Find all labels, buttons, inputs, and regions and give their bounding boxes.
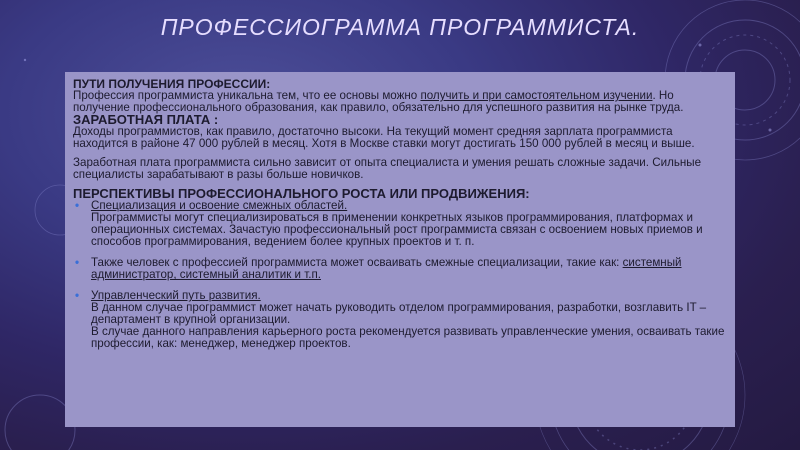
slide-title: ПРОФЕССИОГРАММА ПРОГРАММИСТА. xyxy=(160,14,640,40)
education-paragraph xyxy=(73,90,728,114)
bullet-text-related xyxy=(91,257,728,281)
section-heading-salary: ЗАРАБОТНАЯ ПЛАТА : xyxy=(73,112,219,127)
bullet-text-specialization: Программисты могут специализироваться в применении конкретных языков программирования, платформах и операционных системах. Зачастую профессиональный рост программиста связан с освоением новых приемов и способов программирования, ведением более крупных проектов и т. п. xyxy=(91,211,703,248)
education-text-end: . Но получение профессионального образования, как правило, обязательно для успешного развития на рынке труда. xyxy=(73,89,684,114)
self-study-link[interactable]: получить и при самостоятельном изучении xyxy=(420,89,653,102)
section-heading-growth: ПЕРСПЕКТИВЫ ПРОФЕССИОНАЛЬНОГО РОСТА ИЛИ ПРОДВИЖЕНИЯ: xyxy=(73,186,530,201)
slide-content xyxy=(73,78,728,350)
education-text-start: Профессия программиста уникальна тем, что ее основы можно xyxy=(73,89,421,102)
bullet-title-management[interactable]: Управленческий путь развития. xyxy=(91,289,261,302)
list-item xyxy=(73,257,728,281)
list-item xyxy=(73,290,728,350)
bullet-text-management-1: В данном случае программист может начать руководить отделом программирования, разработки, возглавить IT – департамент в крупной организации. xyxy=(91,301,707,326)
bullet-text-management-2: В случае данного направления карьерного роста рекомендуется развивать управленческие умения, осваивать такие профессии, как: менеджер, менеджер проектов. xyxy=(91,325,725,350)
salary-paragraph-2: Заработная плата программиста сильно зависит от опыта специалиста и умения решать сложные задачи. Сильные специалисты зарабатывают в разы больше новичков. xyxy=(73,156,702,181)
related-specializations-link[interactable]: системный администратор, системный аналитик и т.п. xyxy=(91,256,682,281)
list-item xyxy=(73,200,728,248)
section-heading-education: ПУТИ ПОЛУЧЕНИЯ ПРОФЕССИИ: xyxy=(73,77,271,91)
related-text: Также человек с профессией программиста может осваивать смежные специализации, такие как: xyxy=(91,256,623,269)
bullet-icon: • xyxy=(75,199,80,212)
bullet-icon: • xyxy=(75,256,80,269)
bullet-title-specialization[interactable]: Специализация и освоение смежных областей. xyxy=(91,199,348,212)
salary-paragraph-1: Доходы программистов, как правило, достаточно высоки. На текущий момент средняя зарплата программиста находится в районе 47 000 рублей в месяц. Хотя в Москве ставки могут достигать 150 000 рублей в месяц и выше. xyxy=(73,125,695,150)
bullet-icon: • xyxy=(75,289,80,302)
